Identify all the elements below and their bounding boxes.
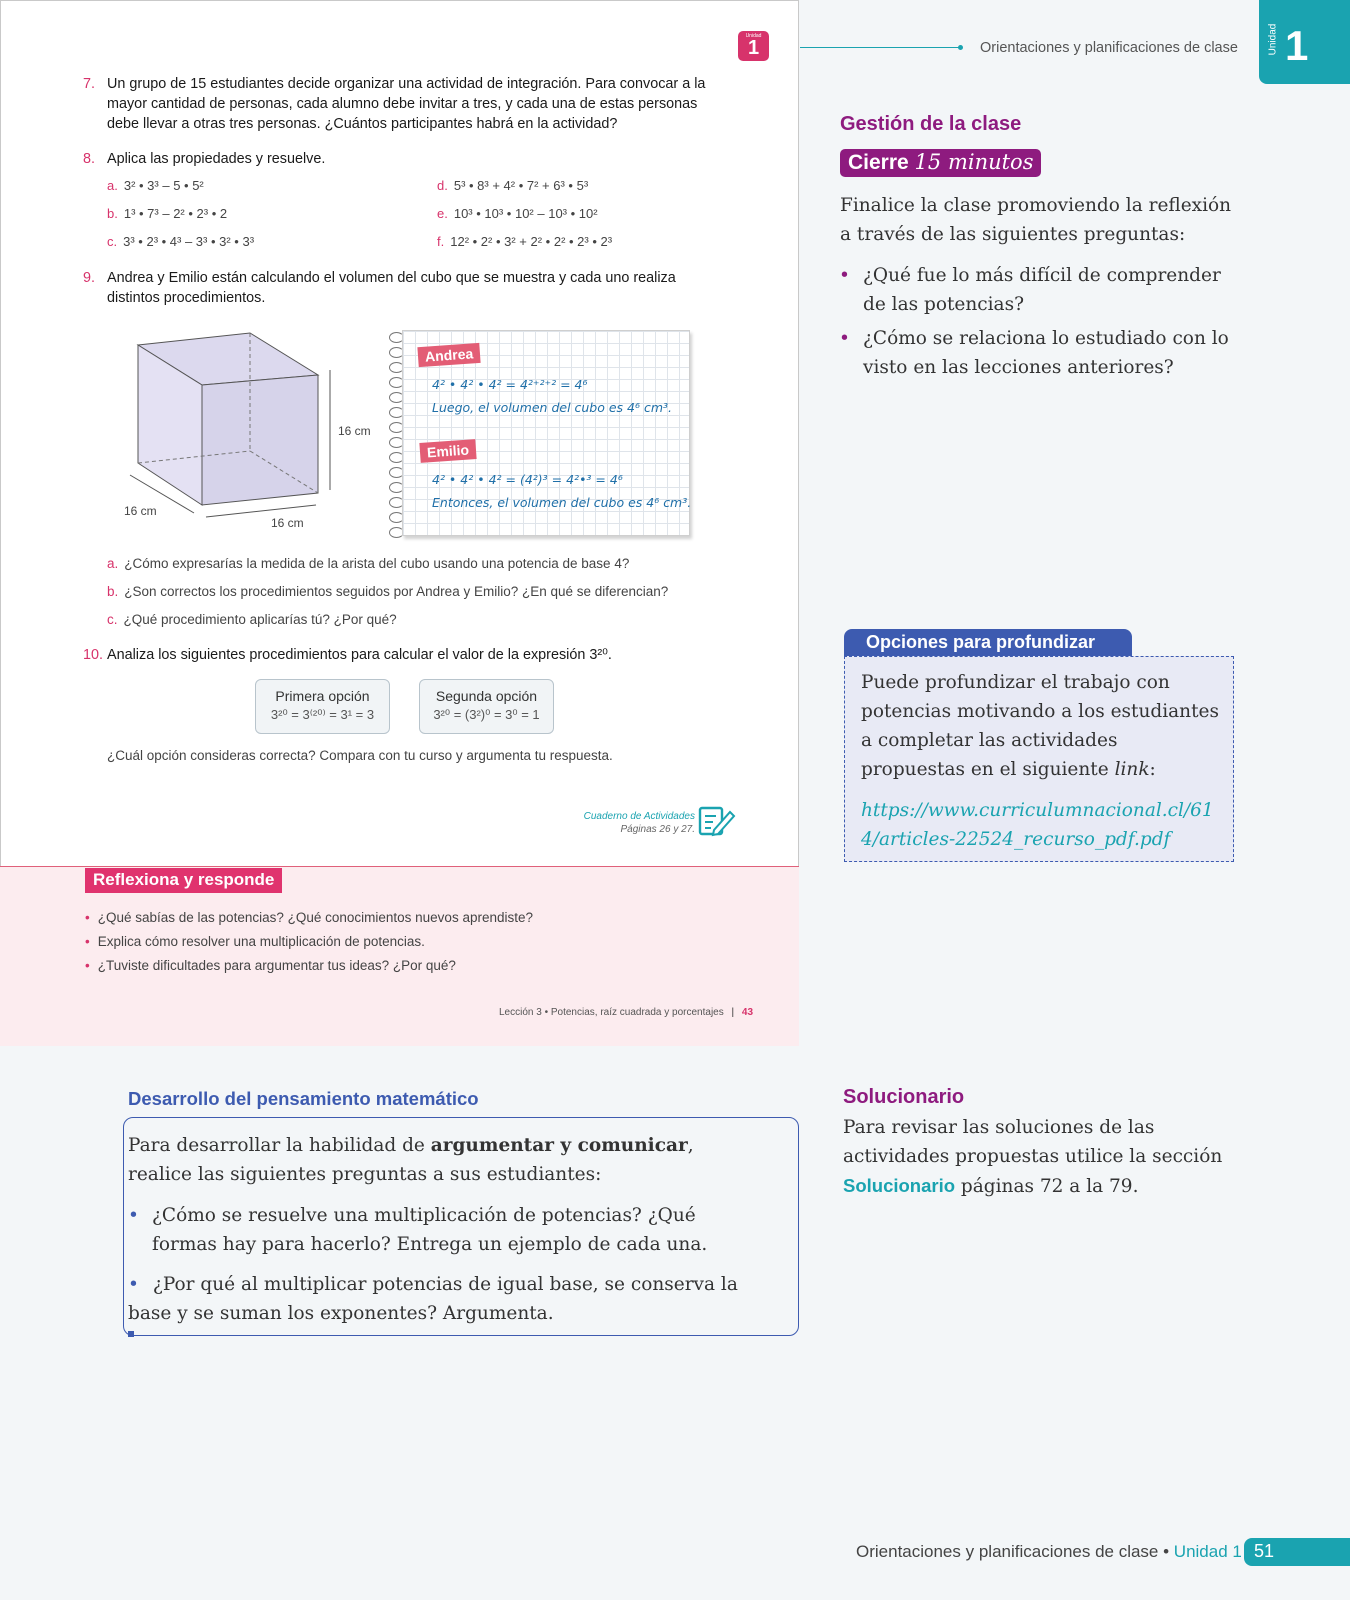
sub-letter: c.	[107, 612, 118, 627]
q10-question: ¿Cuál opción consideras correcta? Compara con tu curso y argumenta tu respuesta.	[107, 748, 613, 763]
q9-sub-b	[107, 584, 668, 599]
gestion-bullet: • ¿Cómo se relaciona lo estudiado con lo visto en las lecciones anteriores?	[863, 324, 1238, 382]
solucionario-link[interactable]: Solucionario	[843, 1175, 956, 1196]
q8-item-b	[107, 206, 227, 221]
option-1-box	[255, 679, 390, 734]
footer-lesson: Lección 3 • Potencias, raíz cuadrada y porcentajes	[499, 1007, 724, 1018]
gestion-intro: Finalice la clase promoviendo la reflexión a través de las siguientes preguntas:	[840, 195, 1232, 245]
emilio-line1: 4² • 4² • 4² = (4²)³ = 4²•³ = 4⁶	[432, 472, 623, 487]
item-expr: 5³ • 8³ + 4² • 7² + 6³ • 5³	[453, 178, 589, 193]
solucionario-text	[843, 1113, 1243, 1201]
q10-text: Analiza los siguientes procedimientos para calcular el valor de la expresión 3²⁰.	[107, 647, 612, 663]
cierre-label: Cierre	[848, 151, 909, 174]
desarrollo-box-marker	[128, 1331, 134, 1337]
item-letter: a.	[107, 178, 118, 193]
unit-tab-number: 1	[1285, 22, 1309, 69]
sub-letter: a.	[107, 556, 119, 571]
desarrollo-title: Desarrollo del pensamiento matemático	[128, 1088, 479, 1109]
sub-text: ¿Qué procedimiento aplicarías tú? ¿Por qué?	[123, 612, 397, 627]
cuaderno-line2: Páginas 26 y 27.	[620, 824, 695, 835]
q7-number: 7.	[83, 76, 96, 92]
andrea-line2: Luego, el volumen del cubo es 4⁶ cm³.	[432, 400, 673, 415]
item-letter: b.	[107, 206, 118, 221]
sub-text: ¿Son correctos los procedimientos seguidos por Andrea y Emilio? ¿En qué se diferencian?	[124, 584, 669, 599]
header-line	[800, 47, 962, 48]
profundizar-tab	[844, 629, 1132, 659]
reflect-item: • ¿Tuviste dificultades para argumentar tus ideas? ¿Por qué?	[85, 958, 456, 973]
cierre-badge	[840, 149, 1041, 177]
q9-sub-a	[107, 556, 629, 571]
q9-sub-c	[107, 612, 397, 627]
footer-text: Orientaciones y planificaciones de clase •	[856, 1542, 1174, 1561]
q7-text: Un grupo de 15 estudiantes decide organizar una actividad de integración. Para convocar a la mayor cantidad de personas, cada alumno debe invitar a tres, y cada una de estas personas debe llevar a otras tres personas. ¿Cuántos participantes habrá en la actividad?	[107, 76, 706, 132]
q8-item-c	[107, 234, 254, 249]
footer-page-number: 43	[741, 1007, 754, 1018]
item-expr: 10³ • 10³ • 10² – 10³ • 10²	[453, 206, 598, 221]
student-unit-badge	[738, 31, 769, 61]
unit-tab-label: Unidad	[1267, 23, 1279, 56]
reflect-item-text: ¿Tuviste dificultades para argumentar tus ideas? ¿Por qué?	[97, 958, 456, 973]
reflect-item: • ¿Qué sabías de las potencias? ¿Qué conocimientos nuevos aprendiste?	[85, 910, 533, 925]
item-expr: 3³ • 2³ • 4³ – 3³ • 3² • 3³	[123, 234, 255, 249]
gestion-bullet: • ¿Qué fue lo más difícil de comprender de las potencias?	[863, 261, 1238, 319]
notebook-pencil-icon	[698, 804, 736, 838]
profundizar-url[interactable]: https://www.curriculumnacional.cl/614/articles-22524_recurso_pdf.pdf	[861, 800, 1214, 850]
option-2-title: Segunda opción	[435, 688, 538, 704]
q8-item-d	[437, 178, 588, 193]
student-footer: Lección 3 • Potencias, raíz cuadrada y porcentajes | 43	[499, 1007, 754, 1018]
item-letter: d.	[437, 178, 448, 193]
unit-tab	[1259, 0, 1350, 84]
item-expr: 3² • 3³ – 5 • 5²	[123, 178, 204, 193]
reflect-panel	[0, 866, 799, 1046]
q9-text: Andrea y Emilio están calculando el volumen del cubo que se muestra y cada uno realiza distintos procedimientos.	[107, 270, 676, 306]
solucionario-text-pre: Para revisar las soluciones de las actividades propuestas utilice la sección	[843, 1117, 1223, 1167]
reflect-item-text: ¿Qué sabías de las potencias? ¿Qué conocimientos nuevos aprendiste?	[97, 910, 533, 925]
cube-label-height: 16 cm	[338, 424, 371, 438]
footer-page-number: 51	[1254, 1541, 1275, 1561]
cube-label-width: 16 cm	[271, 516, 304, 530]
desarrollo-bullet: • ¿Por qué al multiplicar potencias de igual base, se conserva la base y se suman los exponentes? Argumenta.	[128, 1274, 738, 1324]
profundizar-link-word: link	[1114, 759, 1150, 780]
desarrollo-bullet-text: ¿Por qué al multiplicar potencias de igual base, se conserva la base y se suman los exponentes? Argumenta.	[128, 1274, 738, 1324]
option-2-formula: 3²⁰ = (3²)⁰ = 3⁰ = 1	[433, 707, 540, 722]
solucionario-text-post: páginas 72 a la 79.	[955, 1176, 1139, 1197]
solucionario-title: Solucionario	[843, 1086, 965, 1108]
gestion-title: Gestión de la clase	[840, 113, 1022, 135]
cuaderno-line1: Cuaderno de Actividades	[583, 811, 695, 822]
cube-label-depth: 16 cm	[124, 504, 157, 518]
profundizar-title: Opciones para profundizar	[866, 632, 1096, 652]
sub-letter: b.	[107, 584, 119, 599]
option-2-box	[419, 679, 554, 734]
footer-unit: Unidad 1	[1173, 1542, 1242, 1561]
item-expr: 1³ • 7³ – 2² • 2³ • 2	[123, 206, 228, 221]
profundizar-text: Puede profundizar el trabajo con potencias motivando a los estudiantes a completar las actividades propuestas en el siguiente link:	[861, 672, 1219, 780]
option-1-title: Primera opción	[275, 688, 370, 704]
desarrollo-intro-pre: Para desarrollar la habilidad de	[128, 1135, 431, 1156]
andrea-line1: 4² • 4² • 4² = 4²⁺²⁺² = 4⁶	[432, 377, 588, 392]
cuaderno-reference	[560, 810, 695, 836]
option-1-formula: 3²⁰ = 3⁽²⁰⁾ = 3¹ = 3	[270, 707, 375, 722]
cierre-time: 15 minutos	[914, 150, 1034, 174]
andrea-tag: Andrea	[417, 343, 480, 367]
desarrollo-bullet: • ¿Cómo se resuelve una multiplicación de potencias? ¿Qué formas hay para hacerlo? Entrega un ejemplo de cada una.	[152, 1201, 752, 1259]
q8-item-e	[437, 206, 598, 221]
desarrollo-intro	[128, 1131, 728, 1189]
item-letter: c.	[107, 234, 118, 249]
q8-item-f	[437, 234, 612, 249]
emilio-line2: Entonces, el volumen del cubo es 4⁶ cm³.	[432, 495, 692, 510]
q8-number: 8.	[83, 151, 96, 167]
footer-page-tab	[1244, 1538, 1350, 1566]
badge-number: 1	[747, 37, 760, 59]
item-letter: e.	[437, 206, 448, 221]
badge-label: Unidad	[745, 33, 762, 39]
item-expr: 12² • 2² • 3² + 2² • 2² • 2³ • 2³	[450, 234, 613, 249]
q9-number: 9.	[83, 270, 96, 286]
sub-text: ¿Cómo expresarías la medida de la arista del cubo usando una potencia de base 4?	[124, 556, 630, 571]
header-line-dot	[958, 45, 963, 50]
q8-text: Aplica las propiedades y resuelve.	[107, 151, 326, 167]
reflect-title: Reflexiona y responde	[85, 868, 282, 893]
profundizar-body: Puede profundizar el trabajo con potencias motivando a los estudiantes a completar las actividades propuestas en el siguiente	[861, 672, 1219, 780]
emilio-tag: Emilio	[419, 439, 476, 463]
page-footer	[856, 1542, 1242, 1562]
reflect-item-text: Explica cómo resolver una multiplicación de potencias.	[97, 934, 425, 949]
header-title: Orientaciones y planificaciones de clase	[980, 40, 1238, 56]
q10-number: 10.	[83, 647, 104, 663]
reflect-item: • Explica cómo resolver una multiplicación de potencias.	[85, 934, 425, 949]
desarrollo-intro-bold: argumentar y comunicar	[430, 1135, 688, 1156]
desarrollo-intro-post: , realice las siguientes preguntas a sus estudiantes:	[128, 1135, 694, 1185]
item-letter: f.	[437, 234, 445, 249]
q8-item-a	[107, 178, 204, 193]
